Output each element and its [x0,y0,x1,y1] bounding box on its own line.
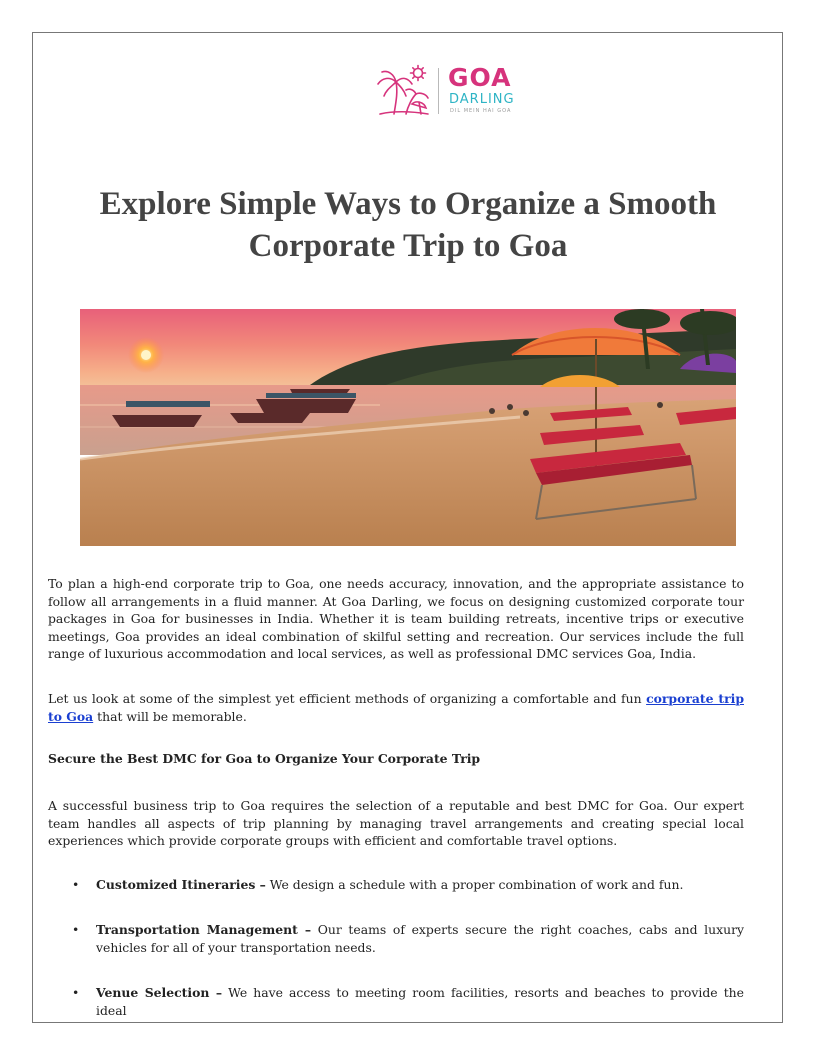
logo-subwordmark: DARLING [449,92,515,107]
bullet-icon: • [72,922,80,937]
list-item-lead: Venue Selection – [96,985,223,1000]
methods-paragraph [48,690,744,725]
logo-divider [438,68,439,114]
logo [376,64,526,118]
list-item-text: Our teams of experts secure the right coaches, cabs and luxury vehicles for all of your transportation needs. [96,922,744,955]
dmc-paragraph: A successful business trip to Goa requires the selection of a reputable and best DMC for Goa. Our expert team handles all aspects of trip planning by managing travel arrangements and creating special local experiences which provide corporate groups with efficient and comfortable travel options. [48,798,744,848]
logo-tagline: DIL MEIN HAI GOA [450,108,512,114]
hero-image [80,309,736,546]
methods-paragraph-text: Let us look at some of the simplest yet efficient methods of organizing a comfortable and fun [48,691,647,706]
corporate-trip-link[interactable]: corporate trip to Goa [48,691,744,724]
intro-paragraph: To plan a high-end corporate trip to Goa, one needs accuracy, innovation, and the appropriate assistance to follow all arrangements in a fluid manner. At Goa Darling, we focus on designing customized corporate tour packages in Goa for businesses in India. Whether it is team building retreats, incentive trips or executive meetings, Goa provides an ideal combination of skilful setting and recreation. Our services include the full range of luxurious accommodation and local services, as well as professional DMC services Goa, India. [48,576,744,661]
list-item-text: We have access to meeting room facilities, resorts and beaches to provide the ideal [96,985,744,1018]
bullet-icon: • [72,877,80,892]
list-item-text: We design a schedule with a proper combination of work and fun. [265,877,684,892]
goa-beach-sunset-image [80,309,736,546]
bullet-icon: • [72,985,80,1000]
page-title: Explore Simple Ways to Organize a Smooth Corporate Trip to Goa [99,186,717,264]
logo-wordmark: GOA [448,63,512,92]
section-heading: Secure the Best DMC for Goa to Organize Your Corporate Trip [48,751,481,766]
list-item-lead: Transportation Management – [96,922,312,937]
list-item-lead: Customized Itineraries – [96,877,266,892]
methods-paragraph-tail: that will be memorable. [93,708,247,724]
palm-tree-logo-icon [376,64,432,118]
